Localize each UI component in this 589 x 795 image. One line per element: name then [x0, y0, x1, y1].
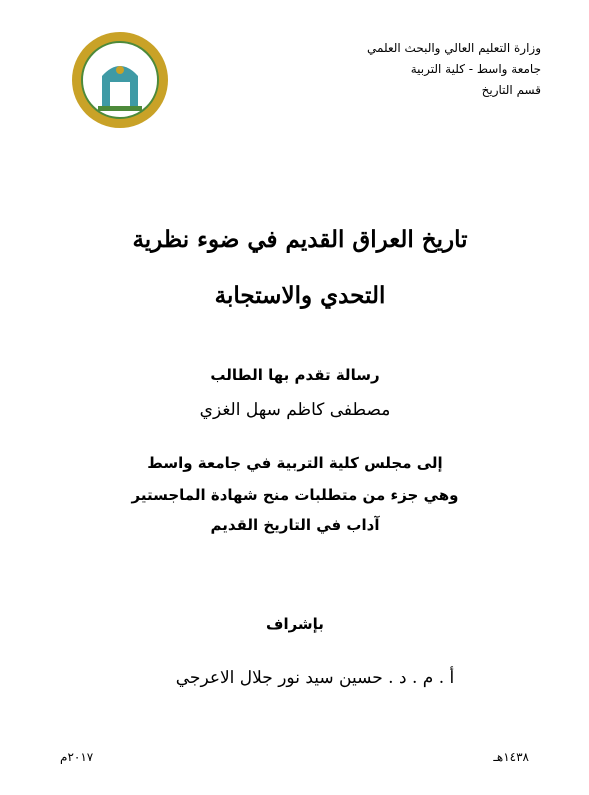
- submission-requirement: وهي جزء من متطلبات منح شهادة الماجستير: [131, 486, 459, 504]
- thesis-title-line-1: تاريخ العراق القديم في ضوء نظرية: [132, 226, 468, 253]
- supervisor-name: أ . م . د . حسين سيد نور جلال الاعرجي: [175, 668, 455, 688]
- supervision-label: بإشراف: [266, 615, 324, 633]
- ministry-header: [301, 38, 541, 101]
- seal-base: [98, 106, 142, 111]
- submission-intro: رسالة تقدم بها الطالب: [210, 366, 380, 384]
- ministry-name: وزارة التعليم العالي والبحث العلمي: [367, 41, 541, 55]
- hijri-date: ١٤٣٨هـ: [493, 750, 529, 764]
- submission-council: إلى مجلس كلية التربية في جامعة واسط: [147, 454, 443, 472]
- gregorian-date: ٢٠١٧م: [60, 750, 94, 764]
- thesis-title-line-2: التحدي والاستجابة: [214, 282, 386, 309]
- submission-specialty: آداب في التاريخ القديم: [210, 516, 380, 534]
- seal-doorway: [110, 82, 130, 108]
- department-name: قسم التاريخ: [481, 83, 541, 97]
- student-name: مصطفى كاظم سهل الغزي: [199, 400, 391, 420]
- university-seal-icon: [70, 30, 170, 130]
- seal-emblem-dot: [116, 66, 124, 74]
- university-name: جامعة واسط - كلية التربية: [410, 62, 541, 76]
